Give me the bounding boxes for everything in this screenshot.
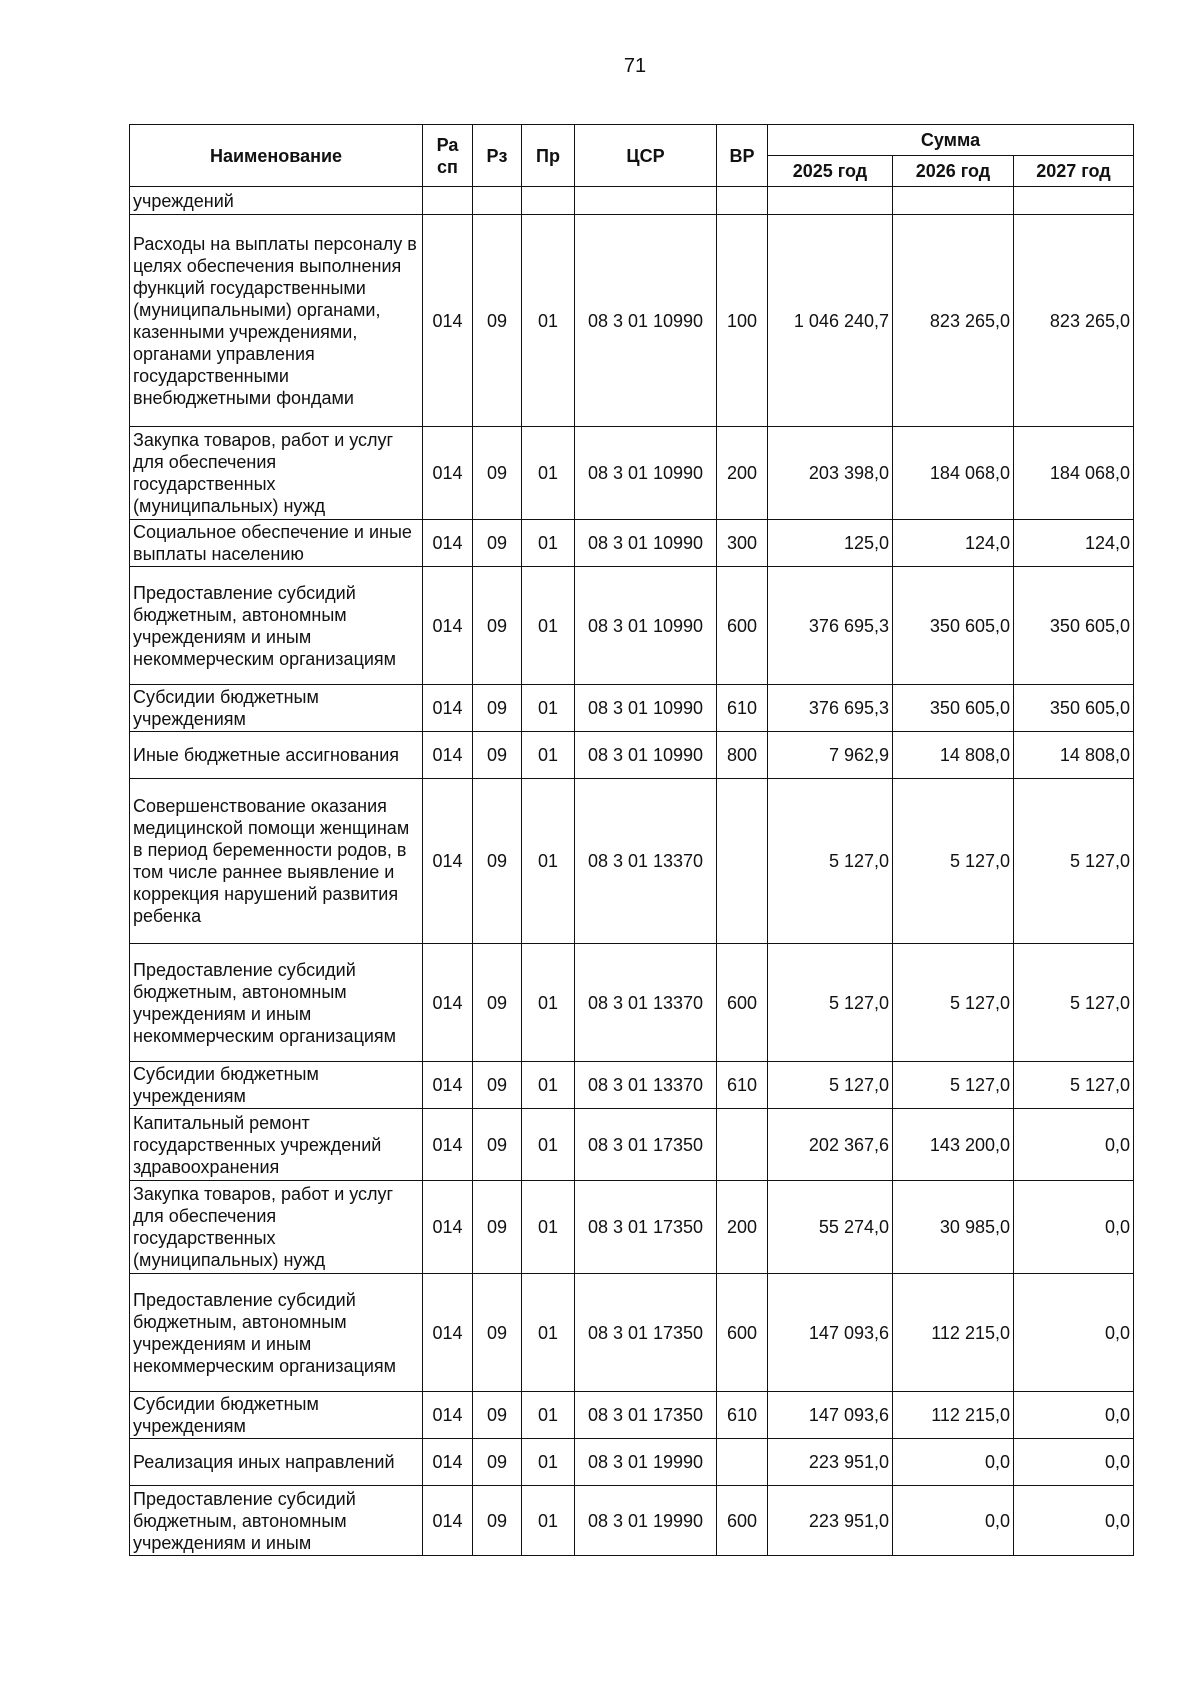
cell-rz: 09 [473,1392,522,1439]
cell-2027: 350 605,0 [1014,685,1134,732]
cell-vr [717,1439,768,1486]
header-2027: 2027 год [1014,156,1134,187]
cell-rasp [423,187,473,215]
cell-name: Субсидии бюджетным учреждениям [130,1062,423,1109]
cell-2027: 0,0 [1014,1486,1134,1556]
cell-rasp: 014 [423,427,473,520]
cell-name: Предоставление субсидий бюджетным, автономным учреждениям и иным некоммерческим организациям [130,944,423,1062]
cell-pr: 01 [522,1274,575,1392]
cell-rasp: 014 [423,1181,473,1274]
cell-2026: 350 605,0 [893,567,1014,685]
cell-2027: 5 127,0 [1014,944,1134,1062]
cell-2025: 55 274,0 [768,1181,893,1274]
cell-2026: 5 127,0 [893,1062,1014,1109]
table-row [130,187,1134,215]
cell-csr: 08 3 01 10990 [575,567,717,685]
header-rasp-line2: сп [437,156,458,177]
cell-rasp: 014 [423,1439,473,1486]
table-row [130,427,1134,520]
header-pr: Пр [522,125,575,187]
cell-name: Субсидии бюджетным учреждениям [130,1392,423,1439]
cell-2025: 1 046 240,7 [768,215,893,427]
cell-name: Реализация иных направлений [130,1439,423,1486]
cell-2026: 184 068,0 [893,427,1014,520]
cell-2027: 5 127,0 [1014,779,1134,944]
cell-2027: 0,0 [1014,1181,1134,1274]
cell-rasp: 014 [423,1392,473,1439]
cell-rz: 09 [473,1486,522,1556]
table-row [130,1486,1134,1556]
cell-rz: 09 [473,520,522,567]
cell-pr: 01 [522,1392,575,1439]
cell-rasp: 014 [423,732,473,779]
cell-2025 [768,187,893,215]
cell-2025: 203 398,0 [768,427,893,520]
table-row [130,1392,1134,1439]
cell-2025: 376 695,3 [768,567,893,685]
table-row [130,1181,1134,1274]
cell-csr: 08 3 01 19990 [575,1486,717,1556]
page-number: 71 [623,55,647,77]
cell-pr [522,187,575,215]
cell-rz: 09 [473,1109,522,1181]
cell-2026: 5 127,0 [893,779,1014,944]
cell-2025: 223 951,0 [768,1486,893,1556]
cell-name: Совершенствование оказания медицинской помощи женщинам в период беременности родов, в том числе раннее выявление и коррекция нарушений развития ребенка [130,779,423,944]
cell-csr: 08 3 01 10990 [575,732,717,779]
cell-pr: 01 [522,779,575,944]
cell-2025: 5 127,0 [768,1062,893,1109]
cell-csr: 08 3 01 13370 [575,1062,717,1109]
cell-csr: 08 3 01 17350 [575,1109,717,1181]
header-rasp [423,125,473,187]
table-row [130,215,1134,427]
cell-csr: 08 3 01 19990 [575,1439,717,1486]
cell-2026: 112 215,0 [893,1392,1014,1439]
table-row [130,944,1134,1062]
cell-csr: 08 3 01 17350 [575,1392,717,1439]
cell-2025: 5 127,0 [768,779,893,944]
cell-vr: 600 [717,944,768,1062]
cell-rasp: 014 [423,1109,473,1181]
cell-pr: 01 [522,520,575,567]
table-row [130,567,1134,685]
cell-2026: 5 127,0 [893,944,1014,1062]
cell-csr: 08 3 01 13370 [575,944,717,1062]
cell-name: Социальное обеспечение и иные выплаты населению [130,520,423,567]
header-2025: 2025 год [768,156,893,187]
cell-csr: 08 3 01 10990 [575,215,717,427]
cell-2026: 30 985,0 [893,1181,1014,1274]
cell-rz: 09 [473,1274,522,1392]
cell-pr: 01 [522,685,575,732]
cell-2026: 14 808,0 [893,732,1014,779]
cell-rz: 09 [473,732,522,779]
cell-rasp: 014 [423,944,473,1062]
cell-2026: 0,0 [893,1486,1014,1556]
cell-name: Иные бюджетные ассигнования [130,732,423,779]
table-row [130,685,1134,732]
table-body [130,187,1134,1556]
cell-2026: 124,0 [893,520,1014,567]
cell-vr: 100 [717,215,768,427]
cell-name: Предоставление субсидий бюджетным, автономным учреждениям и иным некоммерческим организациям [130,567,423,685]
cell-vr [717,187,768,215]
cell-2025: 5 127,0 [768,944,893,1062]
cell-2027: 823 265,0 [1014,215,1134,427]
cell-rasp: 014 [423,1486,473,1556]
cell-rasp: 014 [423,1274,473,1392]
cell-vr: 200 [717,1181,768,1274]
table-row [130,1439,1134,1486]
cell-2027: 0,0 [1014,1109,1134,1181]
cell-2025: 376 695,3 [768,685,893,732]
cell-rasp: 014 [423,520,473,567]
header-2026: 2026 год [893,156,1014,187]
cell-rz: 09 [473,1439,522,1486]
header-sum: Сумма [768,125,1134,156]
cell-2025: 147 093,6 [768,1392,893,1439]
cell-vr: 610 [717,1062,768,1109]
cell-rz: 09 [473,685,522,732]
cell-vr: 800 [717,732,768,779]
cell-rz: 09 [473,1062,522,1109]
cell-pr: 01 [522,1486,575,1556]
cell-2026 [893,187,1014,215]
cell-2026: 112 215,0 [893,1274,1014,1392]
cell-vr: 600 [717,1274,768,1392]
cell-2027: 5 127,0 [1014,1062,1134,1109]
table-row [130,732,1134,779]
cell-2027 [1014,187,1134,215]
cell-2026: 350 605,0 [893,685,1014,732]
cell-2025: 7 962,9 [768,732,893,779]
cell-pr: 01 [522,567,575,685]
cell-pr: 01 [522,1109,575,1181]
cell-2027: 350 605,0 [1014,567,1134,685]
cell-2027: 0,0 [1014,1274,1134,1392]
cell-rz [473,187,522,215]
table-row [130,1274,1134,1392]
cell-2027: 184 068,0 [1014,427,1134,520]
cell-csr [575,187,717,215]
cell-2025: 125,0 [768,520,893,567]
cell-rasp: 014 [423,215,473,427]
table-row [130,1109,1134,1181]
cell-name: учреждений [130,187,423,215]
table-header [130,125,1134,187]
cell-pr: 01 [522,215,575,427]
cell-rz: 09 [473,567,522,685]
cell-pr: 01 [522,1439,575,1486]
cell-csr: 08 3 01 10990 [575,427,717,520]
cell-rz: 09 [473,1181,522,1274]
cell-2025: 223 951,0 [768,1439,893,1486]
cell-pr: 01 [522,1181,575,1274]
cell-2025: 147 093,6 [768,1274,893,1392]
cell-pr: 01 [522,427,575,520]
cell-vr [717,779,768,944]
cell-2025: 202 367,6 [768,1109,893,1181]
header-rz: Рз [473,125,522,187]
cell-vr: 600 [717,1486,768,1556]
cell-2027: 14 808,0 [1014,732,1134,779]
cell-name: Расходы на выплаты персоналу в целях обеспечения выполнения функций государственными (муниципальными) органами, казенными учреждениями, органами управления государственными внебюджетными фондами [130,215,423,427]
cell-rz: 09 [473,779,522,944]
cell-pr: 01 [522,1062,575,1109]
cell-2027: 0,0 [1014,1392,1134,1439]
cell-rz: 09 [473,427,522,520]
cell-csr: 08 3 01 13370 [575,779,717,944]
cell-name: Предоставление субсидий бюджетным, автономным учреждениям и иным некоммерческим организациям [130,1274,423,1392]
cell-csr: 08 3 01 10990 [575,685,717,732]
table-row [130,779,1134,944]
cell-rasp: 014 [423,567,473,685]
cell-rasp: 014 [423,685,473,732]
cell-2027: 0,0 [1014,1439,1134,1486]
cell-pr: 01 [522,944,575,1062]
cell-name: Субсидии бюджетным учреждениям [130,685,423,732]
header-vr: ВР [717,125,768,187]
budget-table [129,124,1134,1556]
table-row [130,520,1134,567]
cell-2026: 0,0 [893,1439,1014,1486]
cell-vr: 300 [717,520,768,567]
cell-csr: 08 3 01 17350 [575,1181,717,1274]
cell-name: Закупка товаров, работ и услуг для обеспечения государственных (муниципальных) нужд [130,427,423,520]
cell-vr: 610 [717,1392,768,1439]
cell-2026: 823 265,0 [893,215,1014,427]
cell-csr: 08 3 01 17350 [575,1274,717,1392]
cell-2026: 143 200,0 [893,1109,1014,1181]
cell-vr: 600 [717,567,768,685]
cell-rasp: 014 [423,779,473,944]
cell-rz: 09 [473,215,522,427]
cell-name: Закупка товаров, работ и услуг для обеспечения государственных (муниципальных) нужд [130,1181,423,1274]
header-rasp-line1: Ра [436,134,459,155]
cell-rz: 09 [473,944,522,1062]
cell-csr: 08 3 01 10990 [575,520,717,567]
cell-name: Капитальный ремонт государственных учреждений здравоохранения [130,1109,423,1181]
header-csr: ЦСР [575,125,717,187]
cell-2027: 124,0 [1014,520,1134,567]
cell-vr [717,1109,768,1181]
cell-vr: 610 [717,685,768,732]
cell-pr: 01 [522,732,575,779]
cell-vr: 200 [717,427,768,520]
header-name: Наименование [130,125,423,187]
table-row [130,1062,1134,1109]
cell-rasp: 014 [423,1062,473,1109]
cell-name: Предоставление субсидий бюджетным, автономным учреждениям и иным [130,1486,423,1556]
